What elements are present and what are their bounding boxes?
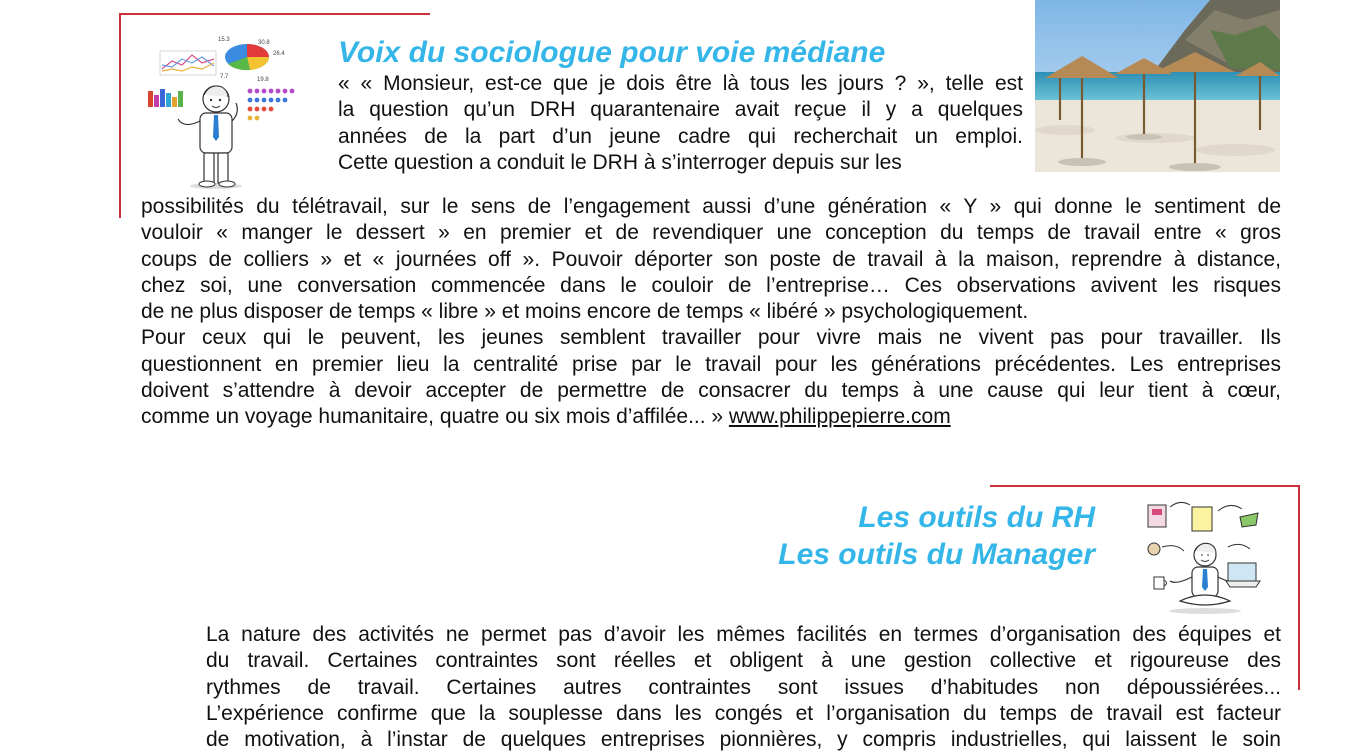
chart-label: 30.8 [258, 40, 270, 46]
text-line: années de la part d’un jeune cadre qui recherchait un emploi. [338, 124, 1023, 148]
text-line: possibilités du télétravail, sur le sens de l’engagement aussi d’une génération « Y » qui donne le sentiment de [141, 195, 1281, 218]
text-line: de ne plus disposer de temps « libre » et moins encore de temps « libéré » psychologiquement. [141, 300, 1029, 324]
text-line: questionnent en premier lieu la centralité prise par le travail pour les générations précédentes. Les entreprises [141, 352, 1281, 376]
frame-line-top [119, 13, 430, 15]
text-line: doivent s’attendre à devoir accepter de permettre de consacrer du temps à une cause qui leur tient à cœur, [141, 379, 1281, 403]
section1-intro [338, 71, 1023, 176]
beach-parasols-photo [1035, 0, 1280, 172]
chart-label: 7.7 [220, 74, 229, 80]
section2-title-line1: Les outils du RH [858, 501, 1095, 534]
text-line: la question qu’un DRH quarantenaire avait reçue il y a quelques [338, 98, 1023, 122]
chart-label: 26.4 [273, 51, 285, 57]
frame-line-top-2 [990, 485, 1300, 487]
frame-line-left [119, 13, 121, 218]
text-line: « « Monsieur, est-ce que je dois être là tous les jours ? », telle est [338, 72, 1023, 95]
website-link[interactable]: www.philippepierre.com [728, 405, 951, 429]
text-line: du travail. Certaines contraintes sont réelles et obligent à une gestion collective et rigoureuse des [206, 649, 1281, 673]
text-line: Pour ceux qui le peuvent, les jeunes semblent travailler pour vivre mais ne vivent pas pour travailler. Ils [141, 326, 1281, 350]
section2-title [778, 499, 1095, 573]
chart-label: 19.8 [257, 77, 269, 83]
text-line: chez soi, une conversation commencée dans le couloir de l’entreprise… Ces observations avivent les risques [141, 273, 1281, 297]
text-line: coups de colliers » et « journées off ». Pouvoir déporter son poste de travail à la maison, reprendre à distance, [141, 247, 1281, 271]
frame-line-right-2 [1298, 485, 1300, 690]
text-line: rythmes de travail. Certaines autres contraintes sont issues d’habitudes non dépoussiérées... [206, 675, 1281, 699]
businessman-chart-illustration [140, 33, 302, 190]
text-line: La nature des activités ne permet pas d’avoir les mêmes facilités en termes d’organisation des équipes et [206, 623, 1281, 646]
text-line-last [141, 404, 1281, 430]
text-line: L’expérience confirme que la souplesse dans les congés et l’organisation du temps de travail est facteur [206, 701, 1281, 725]
text-line: Cette question a conduit le DRH à s’interroger depuis sur les [338, 150, 902, 174]
section1-title: Voix du sociologue pour voie médiane [338, 36, 886, 69]
section2-body [206, 622, 1281, 753]
chart-label: 15.3 [218, 37, 230, 43]
section2-title-line2: Les outils du Manager [778, 538, 1095, 571]
text-line: vouloir « manger le dessert » en premier et de revendiquer une conception du temps de travail entre « gros [141, 221, 1281, 245]
text-line: de motivation, à l’instar de quelques entreprises pionnières, y compris industrielles, qui laissent le soin [206, 728, 1281, 752]
meditating-manager-illustration [1140, 497, 1270, 617]
text-fragment: comme un voyage humanitaire, quatre ou six mois d’affilée... » [141, 405, 729, 429]
section1-body [141, 194, 1281, 431]
